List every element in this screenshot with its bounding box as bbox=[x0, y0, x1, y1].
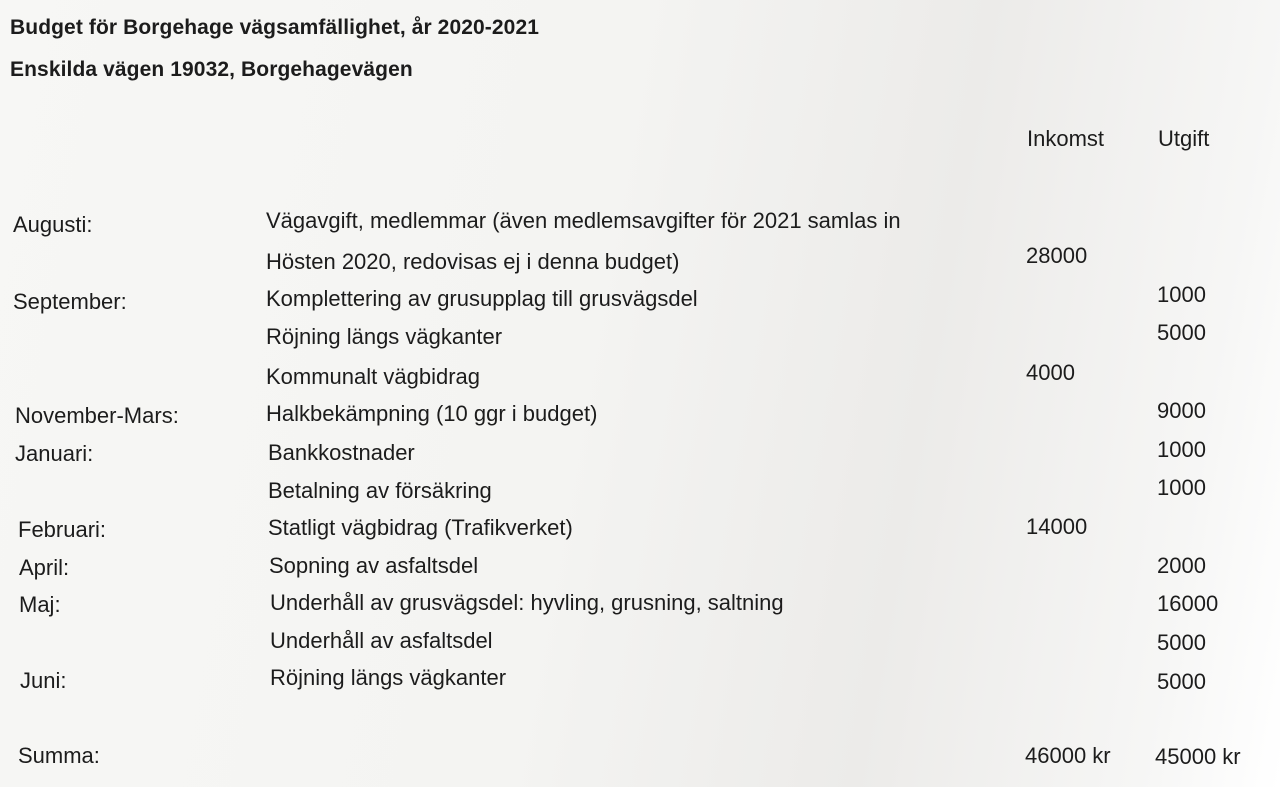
row-description: Sopning av asfaltsdel bbox=[269, 553, 479, 578]
row-income: 14000 bbox=[1026, 514, 1088, 539]
row-description: Röjning längs vägkanter bbox=[270, 665, 507, 690]
row-income: 28000 bbox=[1026, 243, 1088, 268]
row-description: Komplettering av grusupplag till grusvägsdel bbox=[266, 286, 698, 311]
expense-total: 45000 kr bbox=[1155, 744, 1241, 769]
income-total: 46000 kr bbox=[1025, 743, 1111, 768]
row-description: Kommunalt vägbidrag bbox=[266, 364, 481, 389]
row-expense: 9000 bbox=[1157, 398, 1206, 423]
row-income: 4000 bbox=[1026, 360, 1075, 385]
row-month: November-Mars: bbox=[15, 403, 179, 428]
row-month: September: bbox=[13, 289, 127, 314]
row-month: Januari: bbox=[15, 441, 94, 466]
expense-column-header: Utgift bbox=[1158, 126, 1210, 151]
document-subtitle: Enskilda vägen 19032, Borgehagevägen bbox=[10, 58, 413, 81]
row-expense: 5000 bbox=[1157, 320, 1206, 345]
row-expense: 2000 bbox=[1157, 553, 1206, 578]
row-expense: 16000 bbox=[1157, 591, 1219, 616]
row-description: Statligt vägbidrag (Trafikverket) bbox=[268, 515, 573, 540]
row-month: Augusti: bbox=[13, 212, 93, 237]
summary-label: Summa: bbox=[18, 743, 100, 768]
row-month: April: bbox=[19, 555, 70, 580]
income-column-header: Inkomst bbox=[1027, 126, 1105, 151]
row-expense: 1000 bbox=[1157, 475, 1206, 500]
row-month: Juni: bbox=[20, 668, 67, 693]
row-month: Maj: bbox=[19, 592, 61, 617]
row-description: Hösten 2020, redovisas ej i denna budget) bbox=[266, 249, 680, 274]
row-description: Betalning av försäkring bbox=[268, 478, 492, 503]
row-description: Bankkostnader bbox=[268, 440, 415, 465]
row-expense: 1000 bbox=[1157, 282, 1206, 307]
row-description: Underhåll av grusvägsdel: hyvling, grusning, saltning bbox=[270, 590, 784, 615]
row-description: Vägavgift, medlemmar (även medlemsavgifter för 2021 samlas in bbox=[266, 208, 901, 233]
row-month: Februari: bbox=[18, 517, 107, 542]
row-description: Underhåll av asfaltsdel bbox=[270, 628, 493, 653]
row-description: Halkbekämpning (10 ggr i budget) bbox=[266, 401, 598, 426]
document-title: Budget för Borgehage vägsamfällighet, år 2020-2021 bbox=[10, 16, 540, 39]
row-expense: 5000 bbox=[1157, 669, 1206, 694]
row-expense: 5000 bbox=[1157, 630, 1206, 655]
row-expense: 1000 bbox=[1157, 437, 1206, 462]
row-description: Röjning längs vägkanter bbox=[266, 324, 503, 349]
